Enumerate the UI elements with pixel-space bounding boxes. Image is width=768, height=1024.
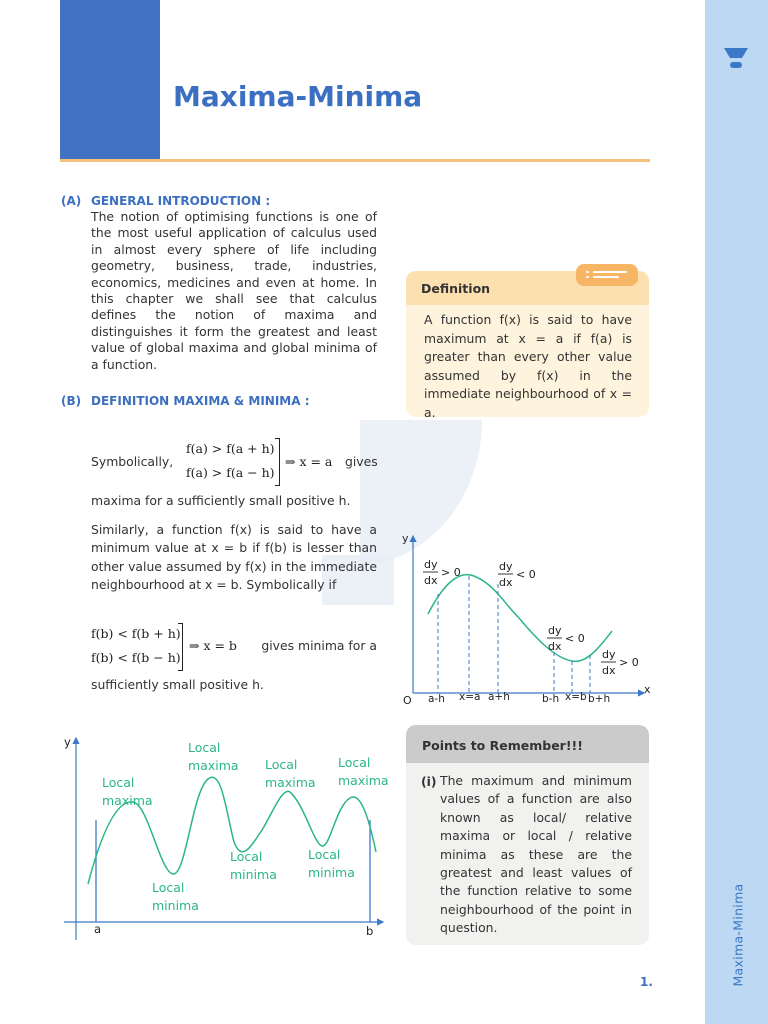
section-a-label: (A): [61, 194, 82, 208]
function-curve: [428, 575, 612, 662]
local-min-2-type: minima: [230, 867, 277, 882]
tick-label: a+h: [488, 691, 510, 703]
definition-tag-icon: [576, 264, 638, 286]
local-max-4-type: maxima: [338, 773, 389, 788]
minimum-definition-text: Similarly, a function f(x) is said to have a minimum value at x = b if f(b) is lesser than other value assumed by f(x) in the immediate neighbourhood at x = b. Symbolically if: [91, 522, 377, 592]
deriv3-sign: < 0: [565, 632, 585, 645]
max-bracket: [275, 438, 280, 486]
a-label: a: [94, 922, 102, 936]
max-tail-text: maxima for a sufficiently small positive h.: [91, 493, 351, 508]
header-blue-block: [60, 0, 160, 160]
local-max-2-word: Local: [188, 740, 221, 755]
local-min-3-word: Local: [308, 847, 341, 862]
local-min-3-type: minima: [308, 865, 355, 880]
local-max-2-type: maxima: [188, 758, 239, 773]
deriv2-dx: dx: [499, 576, 513, 589]
min-implies: ⇒ x = b: [189, 638, 237, 653]
definition-box: [406, 271, 649, 420]
min-condition-2: f(b) < f(b − h): [91, 650, 181, 665]
section-b-label: (B): [61, 394, 82, 408]
deriv4-dy: dy: [602, 648, 616, 661]
section-a-heading: GENERAL INTRODUCTION :: [91, 194, 271, 208]
max-condition-1: f(a) > f(a + h): [186, 441, 275, 456]
local-min-2-word: Local: [230, 849, 263, 864]
tick-label: a-h: [428, 693, 445, 705]
point-text: The maximum and minimum values of a function are also known as local/ relative maxima or local / relative minima as these are the greatest and least values of the function relative to some neighbourhood of the point in question.: [440, 773, 632, 936]
local-max-3-word: Local: [265, 757, 298, 772]
min-tail-text: sufficiently small positive h.: [91, 677, 264, 692]
deriv2-sign: < 0: [516, 568, 536, 581]
local-max-1-word: Local: [102, 775, 135, 790]
axis-y-label: y: [64, 735, 71, 749]
tick-label: b+h: [588, 693, 611, 705]
definition-title: Definition: [421, 281, 491, 296]
section-a-text: The notion of optimising functions is one of the most useful application of calculus used in almost every sphere of life including geometry, business, trade, industries, economics, medicines and even at home. In this chapter we shall see that calculus defines the notion of maxima and distinguishes it form the greatest and least value of global maxima and global minima of a function.: [91, 209, 377, 372]
side-strip: [705, 0, 768, 1024]
local-max-4-word: Local: [338, 755, 371, 770]
deriv3-dx: dx: [548, 640, 562, 653]
title-divider: [60, 159, 650, 162]
local-min-1-type: minima: [152, 898, 199, 913]
axis-y-label: y: [402, 532, 409, 545]
definition-text: A function f(x) is said to have maximum at x = a if f(a) is greater than every other value assumed by f(x) in the immediate neighbourhood of x = a.: [424, 312, 632, 420]
section-b-heading: DEFINITION MAXIMA & MINIMA :: [91, 394, 310, 408]
deriv1-dy: dy: [424, 558, 438, 571]
deriv4-dx: dx: [602, 664, 616, 677]
brand-logo-icon: [722, 44, 750, 72]
local-max-3-type: maxima: [265, 775, 316, 790]
local-min-1-word: Local: [152, 880, 185, 895]
tick-label: x=b: [565, 691, 587, 703]
side-title: Maxima-Minima: [730, 883, 746, 987]
deriv4-sign: > 0: [619, 656, 639, 669]
local-extrema-graph: [58, 732, 398, 942]
derivative-labels: [423, 558, 639, 677]
max-implies: ⇒ x = a: [285, 454, 333, 469]
local-max-1-type: maxima: [102, 793, 153, 808]
max-condition-2: f(a) > f(a − h): [186, 465, 275, 480]
tick-label: x=a: [459, 691, 481, 703]
symbolically-label: Symbolically,: [91, 454, 174, 469]
extrema-labels: [102, 740, 389, 913]
min-condition-1: f(b) < f(b + h): [91, 626, 181, 641]
deriv1-dx: dx: [424, 574, 438, 587]
max-gives: gives: [345, 454, 378, 469]
min-bracket: [178, 623, 183, 671]
deriv2-dy: dy: [499, 560, 513, 573]
b-label: b: [366, 924, 374, 938]
points-to-remember-box: [406, 725, 649, 945]
deriv3-dy: dy: [548, 624, 562, 637]
deriv1-sign: > 0: [441, 566, 461, 579]
tick-label: b-h: [542, 693, 560, 705]
point-number: (i): [421, 774, 437, 789]
origin-label: O: [403, 694, 412, 707]
points-title: Points to Remember!!!: [422, 738, 583, 753]
axis-x-label: x: [644, 683, 651, 696]
page-number: 1.: [640, 975, 653, 989]
min-gives: gives minima for a: [261, 638, 377, 653]
page-title: Maxima-Minima: [173, 80, 423, 113]
maxima-minima-graph: [394, 528, 656, 713]
